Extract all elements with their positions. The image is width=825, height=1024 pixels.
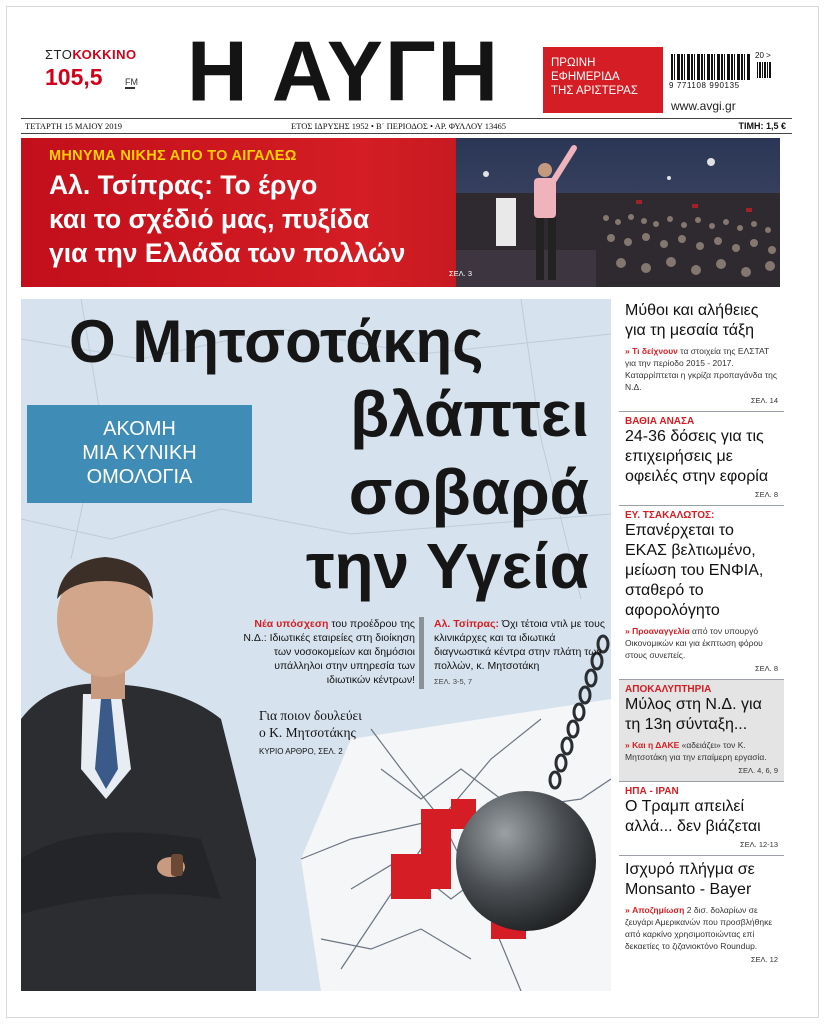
newspaper-front-page [6,6,819,1018]
sidebar-story-monsanto[interactable] [619,856,784,970]
banner-headline-line-3: για την Ελλάδα των πολλών [49,238,406,268]
lead-kicker-box [27,405,252,503]
arrow-icon: » [625,905,630,915]
sidebar-story-lead: Προαναγγελία [632,626,690,636]
sidebar-story-lead: Αποζημίωση [632,905,685,915]
sidebar-story-page: ΣΕΛ. 4, 6, 9 [738,766,778,775]
sidebar-story-installments[interactable] [619,412,784,506]
issue-date: ΤΕΤΑΡΤΗ 15 ΜΑΙΟΥ 2019 [25,121,123,131]
sidebar-story-body [625,739,778,763]
sidebar-story-lead: Τι δείχνουν [632,346,678,356]
sidebar-story-body [625,904,778,952]
lead-subhead-right [419,617,605,689]
sidebar-story-kicker: ΑΠΟΚΑΛΥΠΤΗΡΙΑ [625,684,712,695]
sidebar-story-page: ΣΕΛ. 8 [755,490,778,499]
lead-kicker-line-3: ΟΜΟΛΟΓΙΑ [86,466,193,488]
sidebar-story-tsakalotos[interactable] [619,506,784,680]
website-link[interactable]: www.avgi.gr [671,99,736,113]
issue-edition: ΕΤΟΣ ΙΔΡΥΣΗΣ 1952 • Β΄ ΠΕΡΙΟΔΟΣ • ΑΡ. ΦΥΛΛΟΥ 13465 [291,121,506,131]
radio-frequency: 105,5 [45,64,103,90]
lead-subhead-left-red: Νέα υπόσχεση [254,618,329,630]
banner-headline-line-2: και το σχέδιό μας, πυξίδα [49,204,370,234]
tagline-line-2: ΕΦΗΜΕΡΙΔΑ [551,71,620,83]
editorial-page-ref: ΚΥΡΙΟ ΑΡΘΡΟ, ΣΕΛ. 2 [259,747,343,756]
lead-subhead-left-text: του προέδρου της Ν.Δ.: Ιδιωτικές εταιρείες στη διοίκηση των νοσοκομείων και δημόσιοι υπάλληλοι στην υπηρεσία των ιδιωτικών κέντρων! [243,618,415,686]
sidebar-story-pension[interactable] [619,680,784,782]
sidebar-story-usa-iran[interactable] [619,782,784,856]
barcode-number: 9 771108 990135 [669,81,740,90]
editorial-line-1: Για ποιον δουλεύει [259,708,362,723]
radio-brand-bold: ΚΟΚΚΙΝΟ [72,47,137,62]
sidebar-story-headline: Ισχυρό πλήγμα σε Monsanto - Bayer [625,861,755,898]
sidebar-story-page: ΣΕΛ. 8 [755,664,778,673]
issue-code: 20 > [755,51,771,60]
sidebar-story-body [625,625,778,661]
sidebar-story-lead: Και η ΔΑΚΕ [632,740,680,750]
sidebar-story-page: ΣΕΛ. 14 [750,396,778,405]
banner-page-ref: ΣΕΛ. 3 [449,269,472,278]
lead-title-line-1: Ο Μητσοτάκης [69,308,484,375]
lead-story[interactable] [21,299,611,991]
newspaper-logo: Η ΑΥΓΗ [187,23,501,119]
sidebar-story-headline: Μύλος στη Ν.Δ. για τη 13η σύνταξη... [625,696,762,733]
sidebar-story-page: ΣΕΛ. 12-13 [740,840,778,849]
sidebar-story-kicker: ΕΥ. ΤΣΑΚΑΛΩΤΟΣ: [625,510,715,521]
tagline-box [543,47,663,113]
lead-page-ref: ΣΕΛ. 3-5, 7 [434,677,472,686]
lead-title-line-4: την Υγεία [305,530,589,602]
addon-barcode-icon [757,62,772,78]
sidebar-story-kicker: ΗΠΑ - ΙΡΑΝ [625,786,679,797]
lead-title-line-3: σοβαρά [348,456,589,528]
banner-headline [49,168,519,270]
sidebar-story-body [625,345,778,393]
sidebar-story-headline: 24-36 δόσεις για τις επιχειρήσεις με οφειλές στην εφορία [625,428,769,485]
lead-subhead-right-text: Όχι τέτοια ντιλ με τους κλινικάρχες και τα ιδιωτικά διαγνωστικά κέντρα στην πλάτη των πολλών, κ. Μητσοτάκη [434,618,605,672]
lead-kicker-line-1: ΑΚΟΜΗ [103,418,176,440]
rally-photo [456,138,780,287]
sidebar-story-headline: Επανέρχεται το ΕΚΑΣ βελτιωμένο, μείωση του ΕΝΦΙΑ, σταθερό το αφορολόγητο [625,522,764,619]
editorial-line-2: ο Κ. Μητσοτάκης [259,725,356,740]
sidebar-story-page: ΣΕΛ. 12 [750,955,778,964]
radio-fm-label: FM [125,77,138,87]
arrow-icon: » [625,626,630,636]
sidebar-story-headline: Ο Τραμπ απειλεί αλλά... δεν βιάζεται [625,798,761,835]
sidebar-story-text: τα στοιχεία της ΕΛΣΤΑΤ για την περίοδο 2015 - 2017. Καταρρίπτεται η γκρίζα προπαγάνδα της Ν.Δ. [625,346,777,392]
radio-dash [125,87,135,89]
banner-headline-line-1: Αλ. Τσίπρας: Το έργο [49,170,318,200]
arrow-icon: » [625,740,630,750]
tagline-line-3: ΤΗΣ ΑΡΙΣΤΕΡΑΣ [551,85,638,97]
editorial-teaser[interactable] [259,707,362,760]
lead-subhead-right-red: Αλ. Τσίπρας: [434,618,499,630]
sidebar-story-kicker: ΒΑΘΙΑ ΑΝΑΣΑ [625,416,695,427]
radio-brand [45,47,145,62]
sidebar-story-middle-class[interactable] [619,297,784,412]
issue-price: ΤΙΜΗ: 1,5 € [738,121,786,131]
sidebar-stories [619,297,784,970]
lead-subhead-left [235,617,415,687]
barcode-icon [671,54,751,80]
top-banner-story[interactable] [21,138,780,287]
radio-badge [45,47,145,91]
tagline-line-1: ΠΡΩΙΝΗ [551,57,596,69]
lead-kicker-line-2: ΜΙΑ ΚΥΝΙΚΗ [82,442,197,464]
sidebar-story-text: 2 δισ. δολαρίων σε ζευγάρι Αμερικανών που προσβλήθηκε από καρκίνο χρησιμοποιώντας επί δεκαετίες το ζιζανιοκτόνο Roundup. [625,905,773,951]
lead-title-line-2: βλάπτει [350,378,589,450]
sidebar-story-headline: Μύθοι και αλήθειες για τη μεσαία τάξη [625,302,759,339]
banner-kicker: ΜΗΝΥΜΑ ΝΙΚΗΣ ΑΠΟ ΤΟ ΑΙΓΑΛΕΩ [49,148,297,164]
sidebar-story-text: «αδειάζει» τον Κ. Μητσοτάκη για την επαίμερη εργασία. [625,740,767,762]
arrow-icon: » [625,346,630,356]
radio-brand-prefix: ΣΤΟ [45,47,73,62]
sidebar-story-text: από τον υπουργό Οικονομικών και για έκπτωση φόρου στους συνεπείς. [625,626,763,660]
dateline [21,118,792,134]
